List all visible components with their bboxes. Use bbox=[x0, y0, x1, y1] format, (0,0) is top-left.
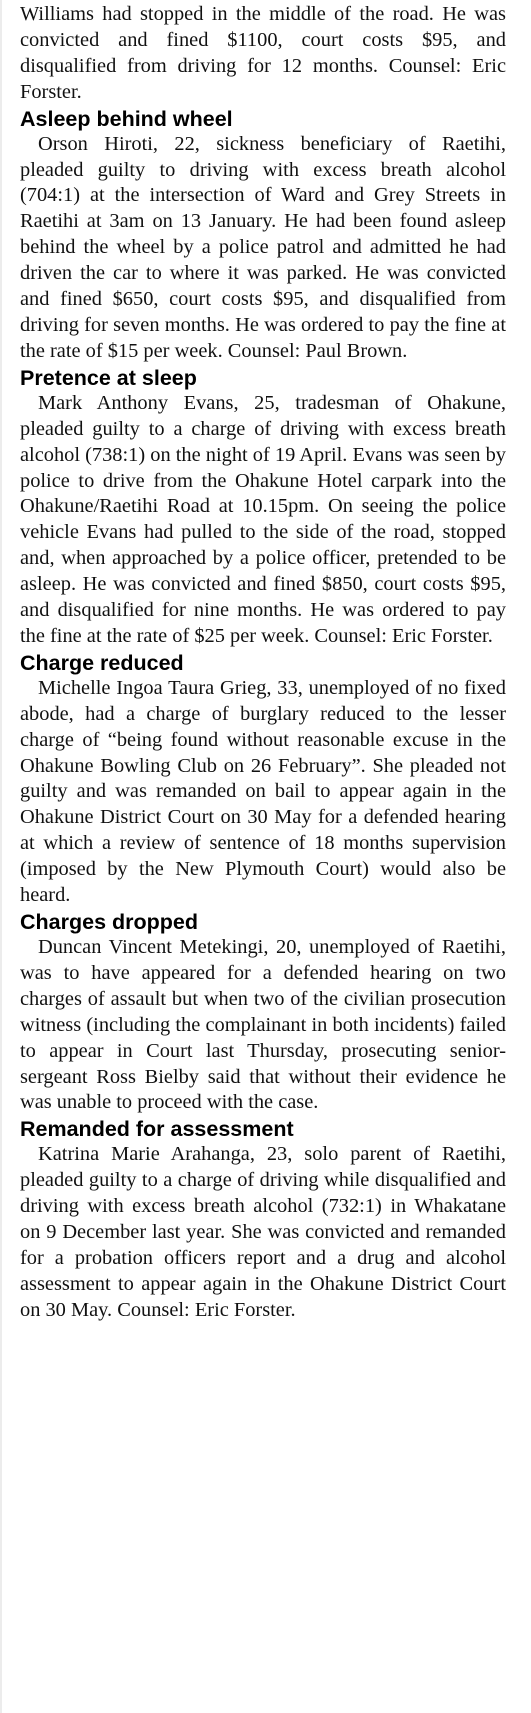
section-pretence-at-sleep bbox=[20, 365, 506, 650]
section-heading: Charge reduced bbox=[20, 650, 184, 675]
section-body: Duncan Vincent Metekingi, 20, unemployed of Raetihi, was to have appeared for a defended hearing on two charges of assault but when two of the civilian prosecution witness (including the complainant in both incidents) failed to appear in Court last Thursday, prosecuting senior-sergeant Ross Bielby said that without their evidence he was unable to proceed with the case. bbox=[20, 936, 506, 1114]
section-body: Orson Hiroti, 22, sickness beneficiary of Raetihi, pleaded guilty to driving with excess breath alcohol (704:1) at the intersection of Ward and Grey Streets in Raetihi at 3am on 13 January. He had been found asleep behind the wheel by a police patrol and admitted he had driven the car to where it was parked. He was convicted and fined $650, court costs $95, and disqualified from driving for seven months. He was ordered to pay the fine at the rate of $15 per week. Counsel: Paul Brown. bbox=[20, 132, 506, 362]
page-edge-shadow bbox=[0, 0, 2, 1713]
article-column bbox=[20, 2, 506, 1324]
section-body: Mark Anthony Evans, 25, tradesman of Ohakune, pleaded guilty to a charge of driving with excess breath alcohol (738:1) on the night of 19 April. Evans was seen by police to drive from the Ohakune Hotel carpark into the Ohakune/Raetihi Road at 10.15pm. On seeing the police vehicle Evans had pulled to the side of the road, stopped and, when approached by a police officer, pretended to be asleep. He was convicted and fined $850, court costs $95, and disqualified for nine months. He was ordered to pay the fine at the rate of $25 per week. Counsel: Eric Forster. bbox=[20, 391, 506, 647]
section-heading: Asleep behind wheel bbox=[20, 106, 233, 131]
intro-paragraph: Williams had stopped in the middle of the road. He was convicted and fined $1100, court costs $95, and disqualified from driving for 12 months. Counsel: Eric Forster. bbox=[20, 3, 506, 103]
section-heading: Charges dropped bbox=[20, 910, 198, 934]
section-charge-reduced bbox=[20, 650, 506, 909]
section-heading: Remanded for assessment bbox=[20, 1117, 294, 1142]
section-remanded-for-assessment bbox=[20, 1116, 506, 1323]
section-body: Michelle Ingoa Taura Grieg, 33, unemployed of no fixed abode, had a charge of burglary reduced to the lesser charge of “being found without reasonable excuse in the Ohakune Bowling Club on 26 February”. She pleaded not guilty and was remanded on bail to appear again in the Ohakune District Court on 30 May for a defended hearing at which a review of sentence of 18 months supervision (imposed by the New Plymouth Court) would also be heard. bbox=[20, 676, 506, 907]
section-heading: Pretence at sleep bbox=[20, 365, 197, 390]
section-charges-dropped bbox=[20, 909, 506, 1116]
section-body: Katrina Marie Arahanga, 23, solo parent of Raetihi, pleaded guilty to a charge of driving while disqualified and driving with excess breath alcohol (732:1) in Whakatane on 9 December last year. She was convicted and remanded for a probation officers report and a drug and alcohol assessment to appear again in the Ohakune District Court on 30 May. Counsel: Eric Forster. bbox=[20, 1143, 506, 1321]
section-asleep-behind-wheel bbox=[20, 106, 506, 365]
